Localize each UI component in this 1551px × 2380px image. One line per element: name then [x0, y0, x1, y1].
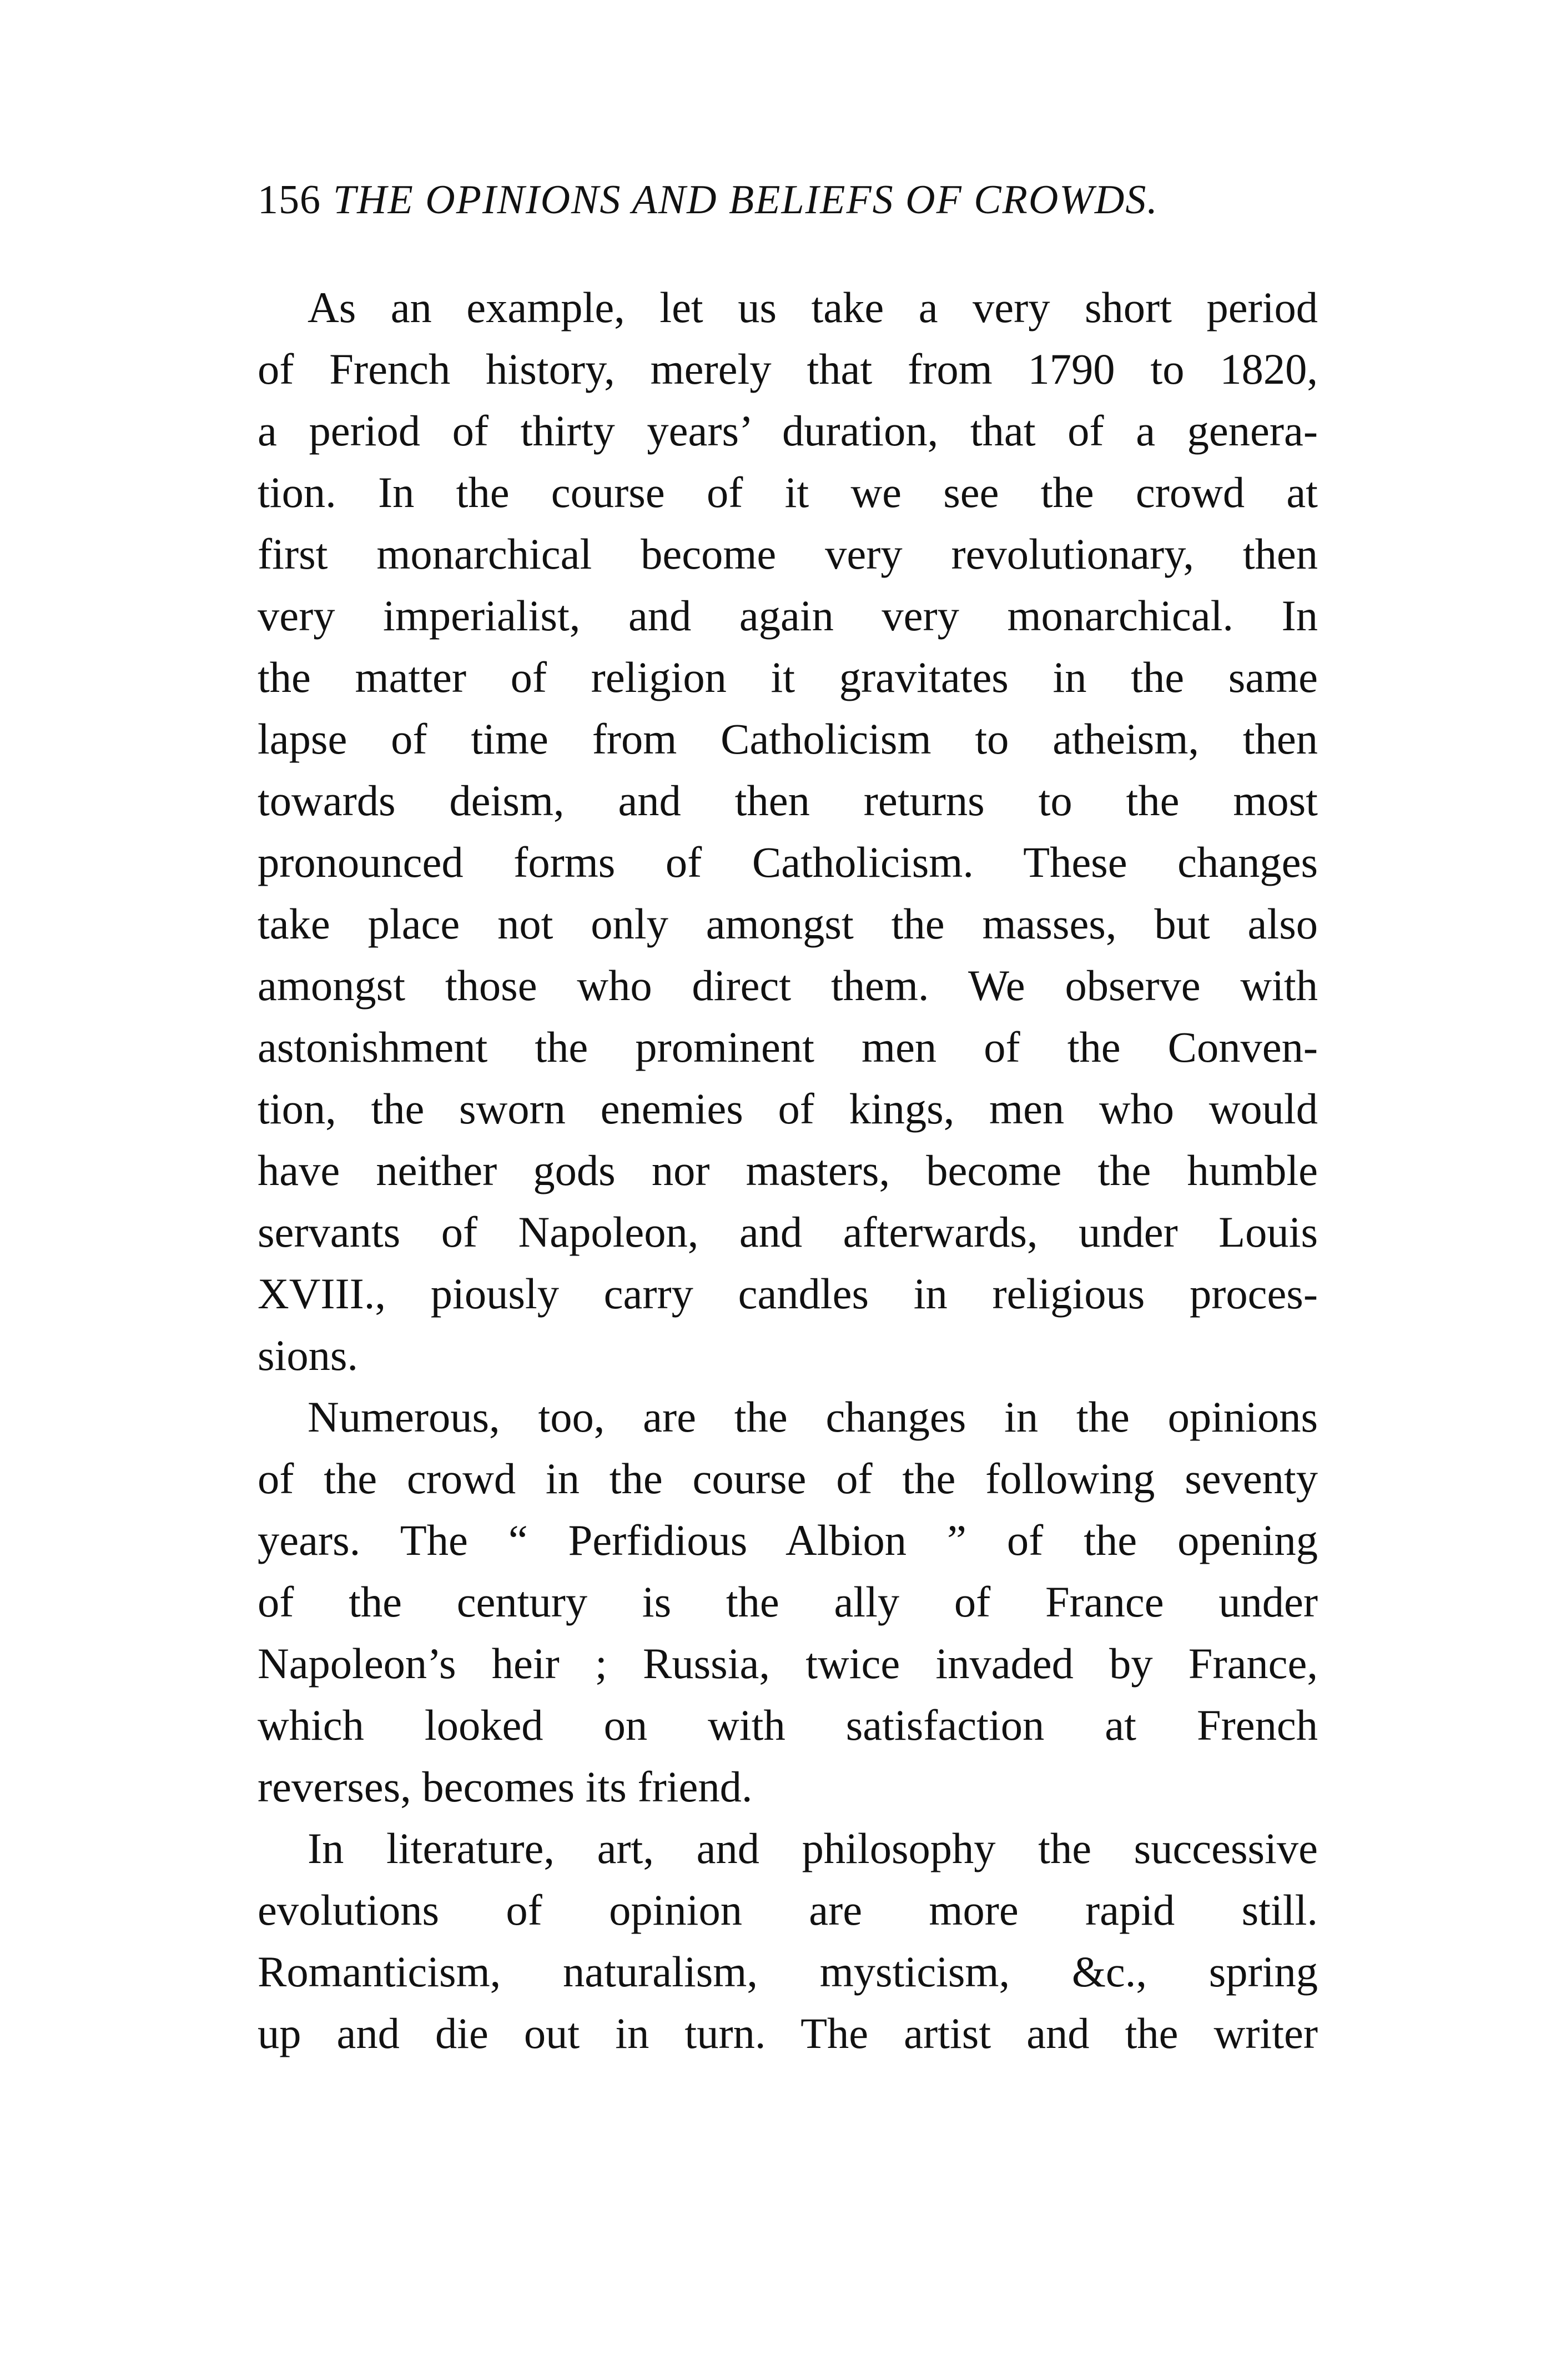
text-line: of French history, merely that from 1790 to 1820, — [258, 345, 1318, 393]
text-line: tion. In the course of it we see the crowd at — [258, 468, 1318, 516]
text-line: Romanticism, naturalism, mysticism, &c., spring — [258, 1947, 1318, 1996]
text-line: As an example, let us take a very short period — [308, 283, 1318, 332]
text-line: the matter of religion it gravitates in the same — [258, 653, 1318, 701]
text-line: first monarchical become very revolutionary, then — [258, 530, 1318, 578]
text-line: Napoleon’s heir ; Russia, twice invaded by France, — [258, 1639, 1318, 1688]
text-line: years. The “ Perfidious Albion ” of the opening — [258, 1516, 1318, 1564]
text-line: evolutions of opinion are more rapid still. — [258, 1886, 1318, 1934]
text-line: astonishment the prominent men of the Conven- — [258, 1023, 1318, 1071]
text-line: a period of thirty years’ duration, that of a genera- — [258, 406, 1318, 455]
running-title: THE OPINIONS AND BELIEFS OF CROWDS. — [333, 177, 1159, 223]
text-line: up and die out in turn. The artist and the writer — [258, 2009, 1318, 2057]
text-line: pronounced forms of Catholicism. These changes — [258, 838, 1318, 886]
body-text — [258, 277, 1318, 2064]
text-line: very imperialist, and again very monarchical. In — [258, 591, 1318, 640]
text-line: tion, the sworn enemies of kings, men who would — [258, 1084, 1318, 1133]
text-line: which looked on with satisfaction at French — [258, 1701, 1318, 1749]
text-line: take place not only amongst the masses, but also — [258, 900, 1318, 948]
text-line: lapse of time from Catholicism to atheism, then — [258, 715, 1318, 763]
text-line: of the crowd in the course of the following seventy — [258, 1454, 1318, 1503]
text-line: of the century is the ally of France under — [258, 1578, 1318, 1626]
running-header — [258, 177, 1312, 238]
text-line: Numerous, too, are the changes in the opinions — [308, 1393, 1318, 1441]
paragraph — [258, 1386, 1318, 1817]
paragraph — [258, 1817, 1318, 2064]
text-line: amongst those who direct them. We observe with — [258, 961, 1318, 1010]
text-line: towards deism, and then returns to the most — [258, 776, 1318, 825]
paragraph — [258, 277, 1318, 1386]
page-number: 156 — [258, 177, 321, 223]
text-line: XVIII., piously carry candles in religious proces- — [258, 1269, 1318, 1318]
text-line: reverses, becomes its friend. — [258, 1763, 753, 1811]
text-line: sions. — [258, 1331, 359, 1379]
text-line: have neither gods nor masters, become the humble — [258, 1146, 1318, 1194]
text-line: In literature, art, and philosophy the successive — [308, 1824, 1318, 1872]
text-line: servants of Napoleon, and afterwards, under Louis — [258, 1208, 1318, 1256]
